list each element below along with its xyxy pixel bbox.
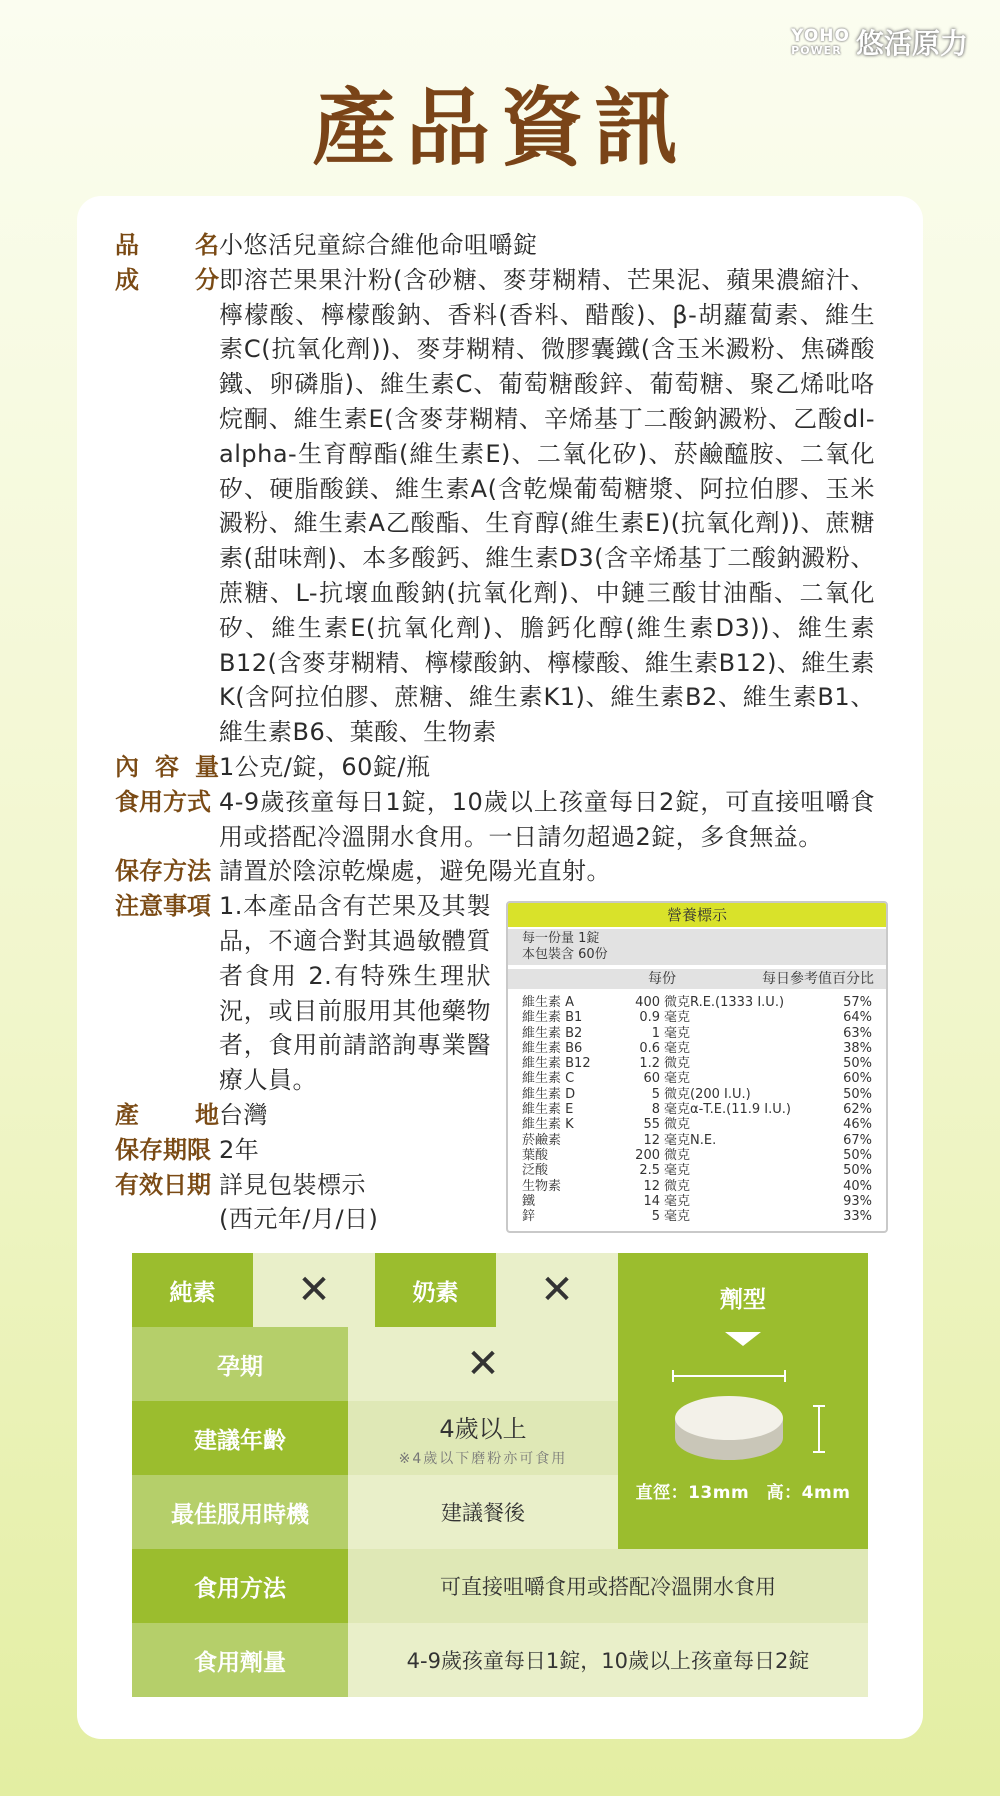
info-row [115,854,895,889]
nutrition-name: 葉酸 [522,1147,549,1163]
pregnancy-label: 孕期 [132,1327,348,1401]
nutrition-pct: 50% [843,1163,872,1179]
nutrition-name: 維生素 B1 [522,1010,583,1026]
brand-name: 悠活原力 [855,27,968,60]
age-note: ※4歲以下磨粉亦可食用 [398,1450,568,1467]
cross-icon: ✕ [466,1341,500,1387]
nutrition-unit: 微克 [664,1147,691,1163]
age-main: 4歲以上 [439,1414,527,1443]
info-value: 小悠活兒童綜合維他命咀嚼錠 [219,231,538,259]
timing-value: 建議餐後 [348,1475,618,1549]
lacto-label: 奶素 [375,1253,496,1327]
info-label [115,1133,219,1168]
servings-per-pack: 本包裝含 60份 [522,947,608,962]
nutrition-unit: 毫克 [664,1040,691,1056]
nutrition-row [522,1071,872,1086]
nutrition-row [522,1133,872,1148]
cross-icon: ✕ [297,1267,331,1313]
info-label-text: 有效日期 [115,1170,211,1199]
info-row [115,750,895,785]
nutrition-unit: 微克 [664,1117,691,1133]
pregnancy-value [348,1327,618,1401]
nutrition-name: 維生素 K [522,1117,574,1133]
info-label [115,1098,219,1133]
info-label [115,750,219,785]
info-label [115,889,219,1098]
nutrition-header [508,969,886,989]
timing-label: 最佳服用時機 [132,1475,348,1549]
nutrition-row [522,1194,872,1209]
age-label: 建議年齡 [132,1401,348,1475]
nutrition-name: 維生素 B2 [522,1025,583,1041]
nutrition-label [506,901,888,1233]
form-dimensions: 直徑：13mm 高：4mm [635,1483,851,1503]
info-row [115,228,895,263]
info-value: 即溶芒果果汁粉(含砂糖、麥芽糊精、芒果泥、蘋果濃縮汁、檸檬酸、檸檬酸鈉、香料(香料、醋酸)、β-胡蘿蔔素、維生素C(抗氧化劑))、麥芽糊精、微膠囊鐵(含玉米澱粉、焦磷酸鐵、卵磷脂)、維生素C、葡萄糖酸鋅、葡萄糖、聚乙烯吡咯烷酮、維生素E(含麥芽糊精、辛烯基丁二酸鈉澱粉、乙酸dl-alpha-生育醇酯(維生素E)、二氧化矽)、菸鹼醯胺、二氧化矽、硬脂酸鎂、維生素A(含乾燥葡萄糖漿、阿拉伯膠、玉米澱粉、維生素A乙酸酯、生育醇(維生素E)(抗氧化劑))、蔗糖素(甜味劑)、本多酸鈣、維生素D3(含辛烯基丁二酸鈉澱粉、蔗糖、L-抗壞血酸鈉(抗氧化劑)、中鏈三酸甘油酯、二氧化矽、維生素E(抗氧化劑)、膽鈣化醇(維生素D3))、維生素B12(含麥芽糊精、檸檬酸鈉、檸檬酸、維生素B12)、維生素K(含阿拉伯膠、蔗糖、維生素K1)、維生素B2、維生素B1、維生素B6、葉酸、生物素 [219,265,875,747]
brand [791,22,968,62]
tablet-icon [633,1360,853,1470]
form-title: 劑型 [720,1287,766,1313]
method-label: 食用方法 [132,1549,348,1623]
nutrition-row [522,1179,872,1194]
info-value: 2年 [219,1135,260,1164]
brand-logo [791,28,850,56]
nutrition-amount: 0.6 [639,1040,660,1056]
nutrition-amount: 1.2 [639,1056,660,1072]
vegan-value [253,1253,375,1327]
nutrition-amount: 5 [651,1086,660,1102]
nutrition-name: 維生素 B12 [522,1056,591,1072]
lacto-value [496,1253,618,1327]
nutrition-unit: 微克 [664,1178,691,1194]
nutrition-pct: 50% [843,1086,872,1102]
nutrition-amount: 400 [635,995,660,1010]
nutrition-amount: 5 [651,1209,660,1225]
nutrition-pct: 62% [843,1102,872,1118]
brand-logo-top: YOHO [791,26,850,46]
info-label-text: 量 [195,752,219,781]
down-triangle-icon [725,1332,761,1346]
info-value: 詳見包裝標示 (西元年/月/日) [219,1170,379,1234]
nutrition-unit: 微克 [664,1056,691,1072]
info-label-text: 容 [155,752,179,781]
nutrition-row [522,1010,872,1025]
info-label-text: 食用方式 [115,787,211,816]
nutrition-name: 維生素 A [522,995,575,1010]
nutrition-amount: 14 [643,1193,660,1209]
nutrition-name: 維生素 D [522,1086,576,1102]
nutrition-amount: 12 [643,1178,660,1194]
nutrition-name: 維生素 B6 [522,1040,583,1056]
nutrition-row [522,1041,872,1056]
brand-logo-bottom: POWER [791,44,842,57]
nutrition-row [522,1117,872,1132]
nutrition-amount: 200 [635,1147,660,1163]
nutrition-row [522,1087,872,1102]
info-value: 4-9歲孩童每日1錠，10歲以上孩童每日2錠，可直接咀嚼食用或搭配冷溫開水食用。一日請勿超過2錠，多食無益。 [219,787,875,851]
col-per-serving: 每份 [648,971,676,987]
serving-size: 每一份量 1錠 [522,931,600,946]
dosage-label: 食用劑量 [132,1623,348,1697]
info-value: 請置於陰涼乾燥處，避免陽光直射。 [219,857,611,886]
nutrition-amount: 0.9 [639,1010,660,1026]
nutrition-pct: 33% [843,1209,872,1225]
nutrition-unit: 毫克α-T.E.(11.9 I.U.) [664,1102,791,1118]
nutrition-rows [508,989,886,1224]
nutrition-name: 維生素 E [522,1102,574,1118]
nutrition-pct: 60% [843,1071,872,1087]
nutrition-amount: 8 [651,1102,660,1118]
nutrition-name: 泛酸 [522,1163,549,1179]
nutrition-pct: 50% [843,1056,872,1072]
info-label-text: 品 [115,231,139,259]
info-label [115,263,219,750]
nutrition-row [522,1056,872,1071]
nutrition-unit: 毫克 [664,1163,691,1179]
info-value: 1.本產品含有芒果及其製品，不適合對其過敏體質者食用 2.有特殊生理狀況，或目前服用其他藥物者，食用前請諮詢專業醫療人員。 [219,892,491,1095]
nutrition-row [522,1102,872,1117]
nutrition-pct: 93% [843,1193,872,1209]
nutrition-pct: 50% [843,1147,872,1163]
nutrition-name: 生物素 [522,1178,562,1194]
page-title: 產品資訊 [311,79,688,177]
info-row [115,263,895,750]
nutrition-row [522,1163,872,1178]
info-label [115,854,219,889]
nutrition-title: 營養標示 [508,903,886,927]
nutrition-pct: 38% [843,1040,872,1056]
nutrition-row [522,1026,872,1041]
nutrition-row [522,1209,872,1224]
info-label-text: 產 [115,1100,139,1129]
nutrition-amount: 55 [643,1117,660,1133]
nutrition-pct: 57% [843,995,872,1010]
nutrition-unit: 微克(200 I.U.) [664,1086,751,1102]
dosage-value: 4-9歲孩童每日1錠，10歲以上孩童每日2錠 [348,1623,868,1697]
nutrition-pct: 40% [843,1178,872,1194]
info-label-text: 地 [195,1100,219,1129]
age-value [348,1401,618,1475]
nutrition-serving [508,929,886,965]
nutrition-unit: 毫克 [664,1209,691,1225]
feature-grid [132,1253,868,1697]
nutrition-amount: 60 [643,1071,660,1087]
info-label-text: 內 [115,752,139,781]
nutrition-name: 鋅 [522,1209,536,1225]
info-label [115,228,219,263]
info-label-text: 保存方法 [115,857,211,886]
info-row [115,785,895,855]
info-label-text: 保存期限 [115,1135,211,1164]
nutrition-unit: 毫克 [664,1071,691,1087]
info-label [115,785,219,855]
nutrition-name: 維生素 C [522,1071,575,1087]
nutrition-pct: 63% [843,1025,872,1041]
method-value: 可直接咀嚼食用或搭配冷溫開水食用 [348,1549,868,1623]
nutrition-pct: 67% [843,1132,872,1148]
col-daily-value: 每日參考值百分比 [762,971,874,987]
nutrition-unit: 毫克 [664,1193,691,1209]
nutrition-row [522,1148,872,1163]
info-value: 1公克/錠，60錠/瓶 [219,752,431,781]
nutrition-amount: 12 [643,1132,660,1148]
info-label [115,1168,219,1238]
nutrition-pct: 64% [843,1010,872,1026]
info-label-text: 成 [115,265,139,294]
info-label-text: 名 [195,231,219,259]
nutrition-name: 菸鹼素 [522,1132,562,1148]
form-panel [618,1253,868,1549]
info-label-text: 注意事項 [115,892,211,921]
nutrition-name: 鐵 [522,1193,536,1209]
info-label-text: 分 [195,265,219,294]
info-value: 台灣 [219,1100,268,1129]
nutrition-amount: 2.5 [639,1163,660,1179]
nutrition-row [522,995,872,1010]
cross-icon: ✕ [540,1267,574,1313]
nutrition-unit: 毫克 [664,1010,691,1026]
nutrition-amount: 1 [651,1025,660,1041]
vegan-label: 純素 [132,1253,253,1327]
nutrition-pct: 46% [843,1117,872,1133]
nutrition-unit: 毫克N.E. [664,1132,717,1148]
nutrition-unit: 微克R.E.(1333 I.U.) [664,995,785,1010]
nutrition-unit: 毫克 [664,1025,691,1041]
